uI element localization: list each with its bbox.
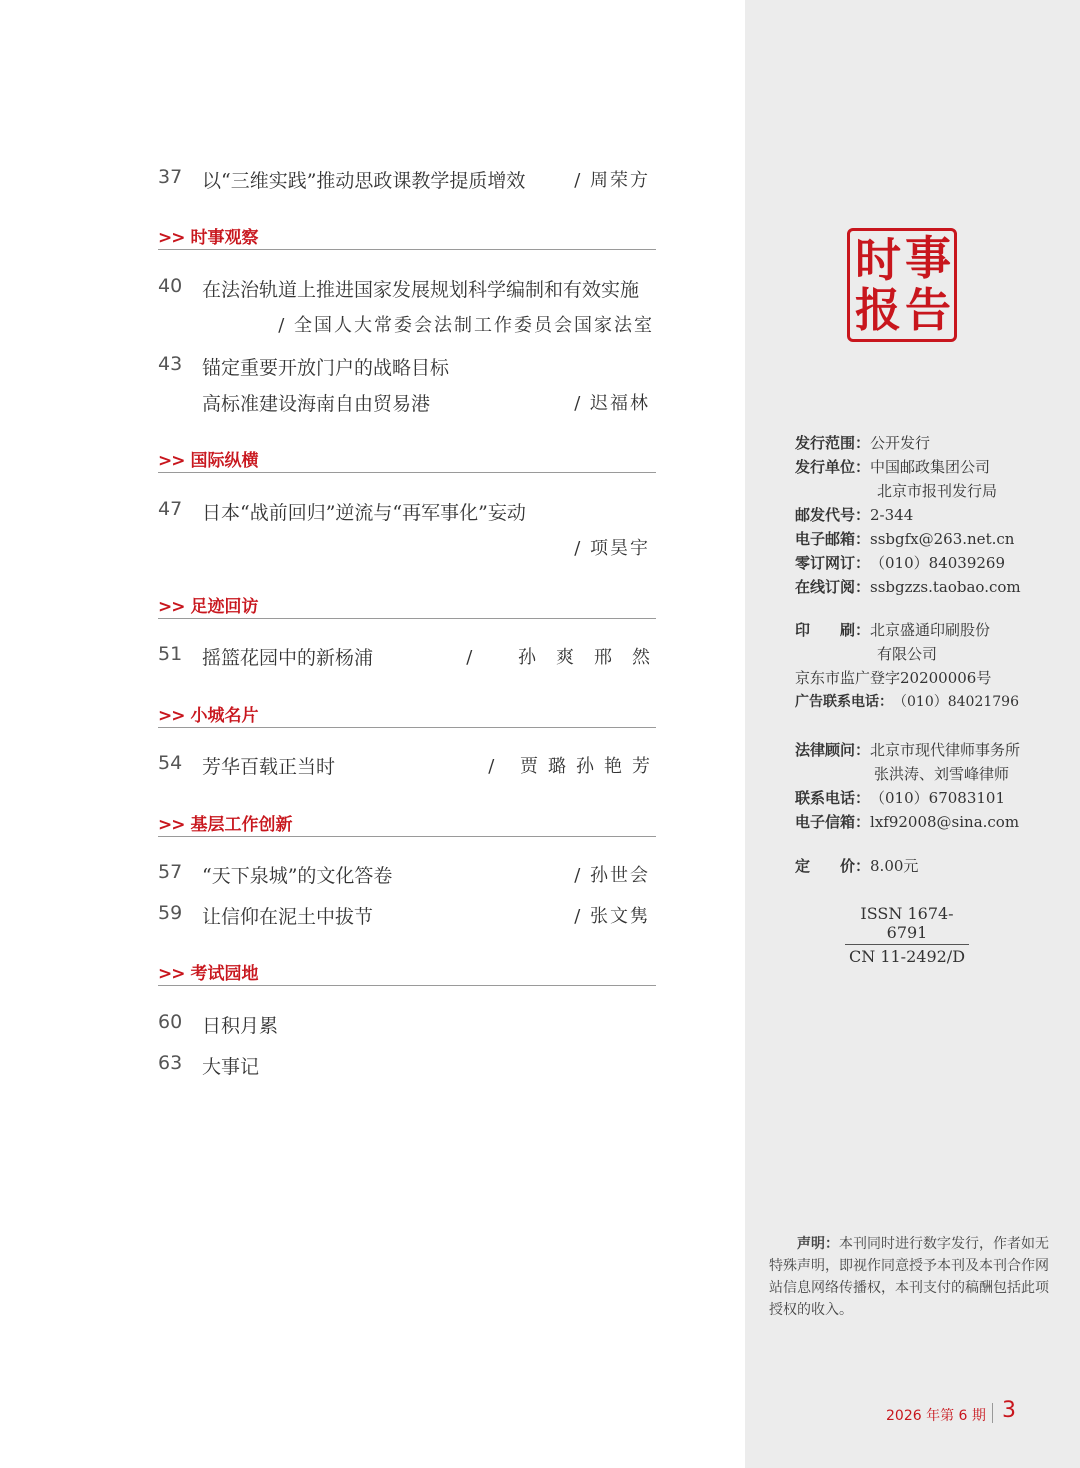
info-value: （010）67083101 [870,789,1005,807]
info-label: 印 刷： [795,621,871,639]
section-title: 小城名片 [190,706,259,726]
toc-page-number: 43 [158,353,183,375]
toc-title: 在法治轨道上推进国家发展规划科学编制和有效实施 [202,279,640,301]
info-row [795,576,1021,597]
cn-number: CN 11-2492/D [848,947,966,966]
toc-title: 日本“战前回归”逆流与“再军事化”妄动 [202,502,526,524]
declaration-text: 本刊同时进行数字发行，作者如无特殊声明，即视作同意授予本刊及本刊合作网站信息网络传播权，本刊支付的稿酬包括此项授权的收入。 [769,1236,1049,1318]
info-value: 张洪涛、刘雪峰律师 [874,765,1010,783]
info-row [795,456,990,477]
info-value: 中国邮政集团公司 [870,458,991,476]
section-title: 时事观察 [190,228,259,248]
info-label: 电子信箱： [795,813,871,831]
section-heading [158,446,656,473]
info-value: 京东市监广登字20200006号 [795,669,992,687]
info-row [877,480,997,501]
info-value: lxf92008@sina.com [870,813,1020,831]
section-heading [158,810,656,837]
toc-title: 以“三维实践”推动思政课教学提质增效 [202,170,526,192]
toc-author: / 全国人大常委会法制工作委员会国家法室 [278,315,654,336]
info-row [795,504,913,525]
toc-title-line2: 高标准建设海南自由贸易港 [202,393,431,415]
info-row [795,619,990,640]
toc-page-number: 40 [158,275,183,297]
info-label: 联系电话： [795,789,871,807]
info-value: 北京市现代律师事务所 [870,741,1021,759]
toc-page-number: 47 [158,498,183,520]
logo-char: 告 [905,283,951,337]
info-label: 定 价： [795,857,871,875]
info-row [877,643,937,664]
info-value: 北京盛通印刷股份 [870,621,991,639]
info-value: （010）84039269 [870,554,1005,572]
toc-author: / 孙世会 [574,865,650,886]
info-label: 邮发代号： [795,506,871,524]
section-arrow: >> [158,815,185,835]
logo-char: 报 [855,283,901,337]
section-heading [158,592,656,619]
section-title: 足迹回访 [190,597,259,617]
info-value: 8.00元 [870,857,919,875]
info-row [795,811,1019,832]
info-label: 在线订阅： [795,578,871,596]
section-title: 考试园地 [190,964,259,984]
toc-title: 让信仰在泥土中拔节 [202,906,374,928]
info-value: 2-344 [870,506,914,524]
page-number: 3 [1002,1398,1016,1423]
info-label: 广告联系电话： [795,694,893,710]
toc-author: / 周荣方 [574,170,650,191]
toc-title: 锚定重要开放门户的战略目标 [202,357,450,379]
declaration-label: 声明： [797,1236,839,1252]
section-arrow: >> [158,228,185,248]
info-label: 电子邮箱： [795,530,871,548]
toc-page-number: 51 [158,643,183,665]
declaration [769,1233,1061,1321]
info-label: 零订网订： [795,554,871,572]
issn-block [845,904,969,966]
section-title: 基层工作创新 [190,815,293,835]
section-heading [158,959,656,986]
info-row [795,552,1005,573]
toc-page-number: 63 [158,1052,183,1074]
logo-char: 事 [905,231,951,285]
info-value: ssbgzzs.taobao.com [870,578,1021,596]
info-value: 公开发行 [870,434,931,452]
toc-title: 日积月累 [202,1015,279,1037]
toc-author: / 迟福林 [574,393,650,414]
info-row [795,855,918,876]
issue-label: 2026 年第 6 期 [886,1408,986,1424]
toc-page-number: 59 [158,902,183,924]
toc-author: / 张文隽 [574,906,650,927]
toc-title: 芳华百载正当时 [202,756,336,778]
section-heading [158,223,656,250]
toc-page-number: 37 [158,166,183,188]
info-value: 有限公司 [877,645,938,663]
toc-title: “天下泉城”的文化答卷 [202,865,393,887]
toc-page-number: 57 [158,861,183,883]
issn-number: ISSN 1674-6791 [860,904,954,942]
info-value: ssbgfx@263.net.cn [870,530,1015,548]
info-row [795,432,930,453]
info-value: （010）84021796 [893,694,1019,710]
info-row [874,763,1009,784]
toc-author: / 贾璐孙艳芳 [488,756,660,777]
toc-title: 大事记 [202,1056,260,1078]
info-row [795,528,1014,549]
toc-author: / 孙爽邢然 [466,647,670,668]
footer-divider [992,1403,993,1423]
info-label: 法律顾问： [795,741,871,759]
section-arrow: >> [158,597,185,617]
toc-title: 摇篮花园中的新杨浦 [202,647,374,669]
logo-char: 时 [855,233,901,287]
info-label: 发行单位： [795,458,871,476]
section-arrow: >> [158,451,185,471]
section-arrow: >> [158,706,185,726]
info-value: 北京市报刊发行局 [877,482,998,500]
toc-page-number: 54 [158,752,183,774]
info-label: 发行范围： [795,434,871,452]
magazine-logo-seal [847,228,957,342]
section-title: 国际纵横 [190,451,259,471]
section-heading [158,701,656,728]
info-row [795,739,1020,760]
section-arrow: >> [158,964,185,984]
info-row [795,691,1019,711]
toc-author: / 项昊宇 [574,538,650,559]
info-row [795,787,1005,808]
info-row [795,667,991,688]
toc-page-number: 60 [158,1011,183,1033]
issn-divider [845,944,969,945]
